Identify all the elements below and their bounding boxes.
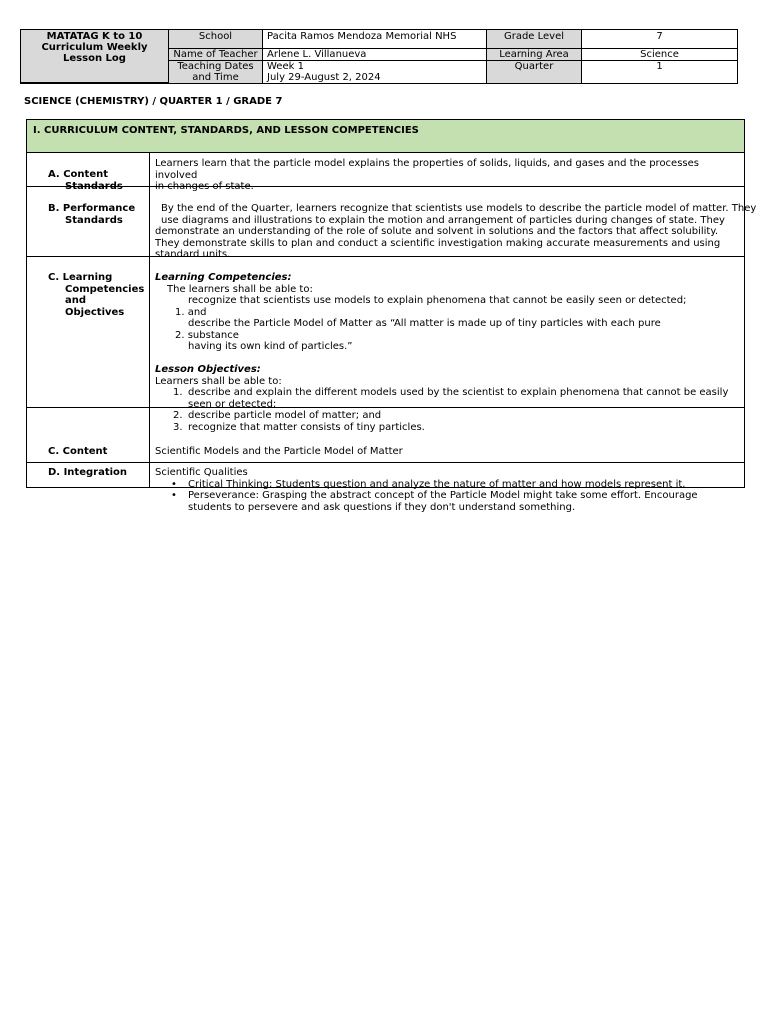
- text-line: in changes of state.: [155, 181, 254, 192]
- objectives-intro: Learners shall be able to:: [155, 375, 282, 387]
- objective-number: 3.: [173, 421, 183, 433]
- doc-title-cell: [21, 30, 169, 83]
- learning-competencies-text: [155, 272, 728, 433]
- grade-level-label: Grade Level: [487, 30, 582, 49]
- school-value: Pacita Ramos Mendoza Memorial NHS: [263, 30, 487, 49]
- doc-title-line: Lesson Log: [63, 53, 126, 64]
- competencies-intro: The learners shall be able to:: [167, 283, 313, 295]
- integration-text: [155, 467, 698, 513]
- school-label: School: [169, 30, 263, 49]
- grade-level-value: 7: [582, 30, 737, 49]
- text-line: Learners learn that the particle model explains the properties of solids, liquids, and gases and the processes: [155, 158, 699, 169]
- objective-text: seen or detected;: [188, 398, 277, 410]
- bullet-continuation: students to persevere and ask questions if they don't understand something.: [188, 501, 576, 513]
- performance-standards-label: [48, 203, 135, 226]
- text-line: demonstrate an understanding of the role of solute and solvent in solutions and the factors that affect solubility.: [155, 226, 719, 237]
- learning-area-label: Learning Area: [487, 49, 582, 61]
- label-line: A. Content: [48, 169, 108, 180]
- objective-item: [155, 387, 728, 399]
- teaching-dates-label: [169, 61, 263, 83]
- content-standards-text: [155, 158, 699, 193]
- text-line: By the end of the Quarter, learners recognize that scientists use models to describe the particle model of matter. They: [161, 203, 757, 214]
- teacher-value: Arlene L. Villanueva: [263, 49, 487, 61]
- competencies-heading: Learning Competencies:: [155, 272, 292, 283]
- objective-text: describe particle model of matter; and: [188, 410, 382, 421]
- subject-line: SCIENCE (CHEMISTRY) / QUARTER 1 / GRADE 7: [24, 96, 283, 107]
- objective-item: [155, 410, 728, 422]
- text-line: standard units.: [155, 249, 231, 260]
- section-heading-band: [27, 120, 744, 153]
- section-heading: I. CURRICULUM CONTENT, STANDARDS, AND LESSON COMPETENCIES: [33, 125, 419, 136]
- row-divider: [27, 462, 744, 463]
- header-table: [20, 29, 738, 84]
- doc-title-line: MATATAG K to 10: [46, 31, 143, 42]
- column-divider: [149, 153, 150, 488]
- objective-text: describe and explain the different models used by the scientist to explain phenomena that cannot be easily: [188, 387, 729, 398]
- label-line: B. Performance: [48, 203, 136, 214]
- teaching-week: Week 1: [267, 61, 304, 72]
- bullet-text: Perseverance: Grasping the abstract concept of the Particle Model might take some effort. Encourage: [188, 490, 698, 501]
- label-line: Standards: [65, 214, 123, 226]
- label-line: and: [65, 295, 87, 306]
- objective-number: 2.: [173, 410, 183, 421]
- objective-item: [155, 422, 728, 434]
- integration-heading: Scientific Qualities: [155, 467, 248, 478]
- teaching-date-range: July 29-August 2, 2024: [267, 72, 381, 83]
- bullet-icon: •: [171, 490, 177, 501]
- competency-line: 1. and: [175, 306, 207, 318]
- objective-text: recognize that matter consists of tiny particles.: [188, 421, 425, 433]
- integration-bullet: [155, 490, 698, 502]
- teacher-label: Name of Teacher: [169, 49, 263, 61]
- competency-line: recognize that scientists use models to explain phenomena that cannot be easily seen or detected;: [188, 295, 687, 306]
- text-line: They demonstrate skills to plan and conduct a scientific investigation making accurate measurements and using: [155, 237, 721, 249]
- performance-standards-text: [155, 203, 756, 261]
- integration-bullet: [155, 479, 698, 491]
- label-line: Standards: [65, 180, 123, 192]
- content-label: C. Content: [48, 446, 108, 457]
- competency-line: 2. substance: [175, 329, 239, 341]
- objective-number: 1.: [173, 387, 183, 398]
- bullet-text: Critical Thinking: Students question and analyze the nature of matter and how models represent it.: [188, 478, 686, 490]
- content-text: Scientific Models and the Particle Model of Matter: [155, 446, 403, 457]
- teaching-dates-label-line: Teaching Dates: [177, 61, 254, 72]
- quarter-label: Quarter: [487, 61, 582, 83]
- doc-title-line: Curriculum Weekly: [41, 42, 148, 53]
- competency-line: describe the Particle Model of Matter as “All matter is made up of tiny particles with each pure: [188, 318, 661, 329]
- quarter-value: 1: [656, 61, 663, 72]
- text-line: use diagrams and illustrations to explain the motion and arrangement of particles during changes of state. They: [161, 214, 725, 226]
- teaching-dates-value: [263, 61, 487, 83]
- bullet-icon: •: [171, 478, 177, 490]
- content-standards-label: [48, 169, 123, 192]
- label-line: Objectives: [65, 306, 125, 318]
- objectives-heading: Lesson Objectives:: [155, 364, 261, 375]
- teaching-dates-label-line: and Time: [192, 72, 239, 83]
- objective-item: [155, 399, 728, 411]
- label-line: Competencies: [65, 283, 145, 295]
- competency-line: having its own kind of particles.”: [188, 341, 353, 352]
- curriculum-table: [26, 119, 757, 513]
- label-line: C. Learning: [48, 272, 113, 283]
- text-line: involved: [155, 169, 198, 181]
- learning-area-value: Science: [582, 49, 737, 61]
- integration-label: D. Integration: [48, 467, 128, 478]
- learning-competencies-label: [48, 272, 144, 318]
